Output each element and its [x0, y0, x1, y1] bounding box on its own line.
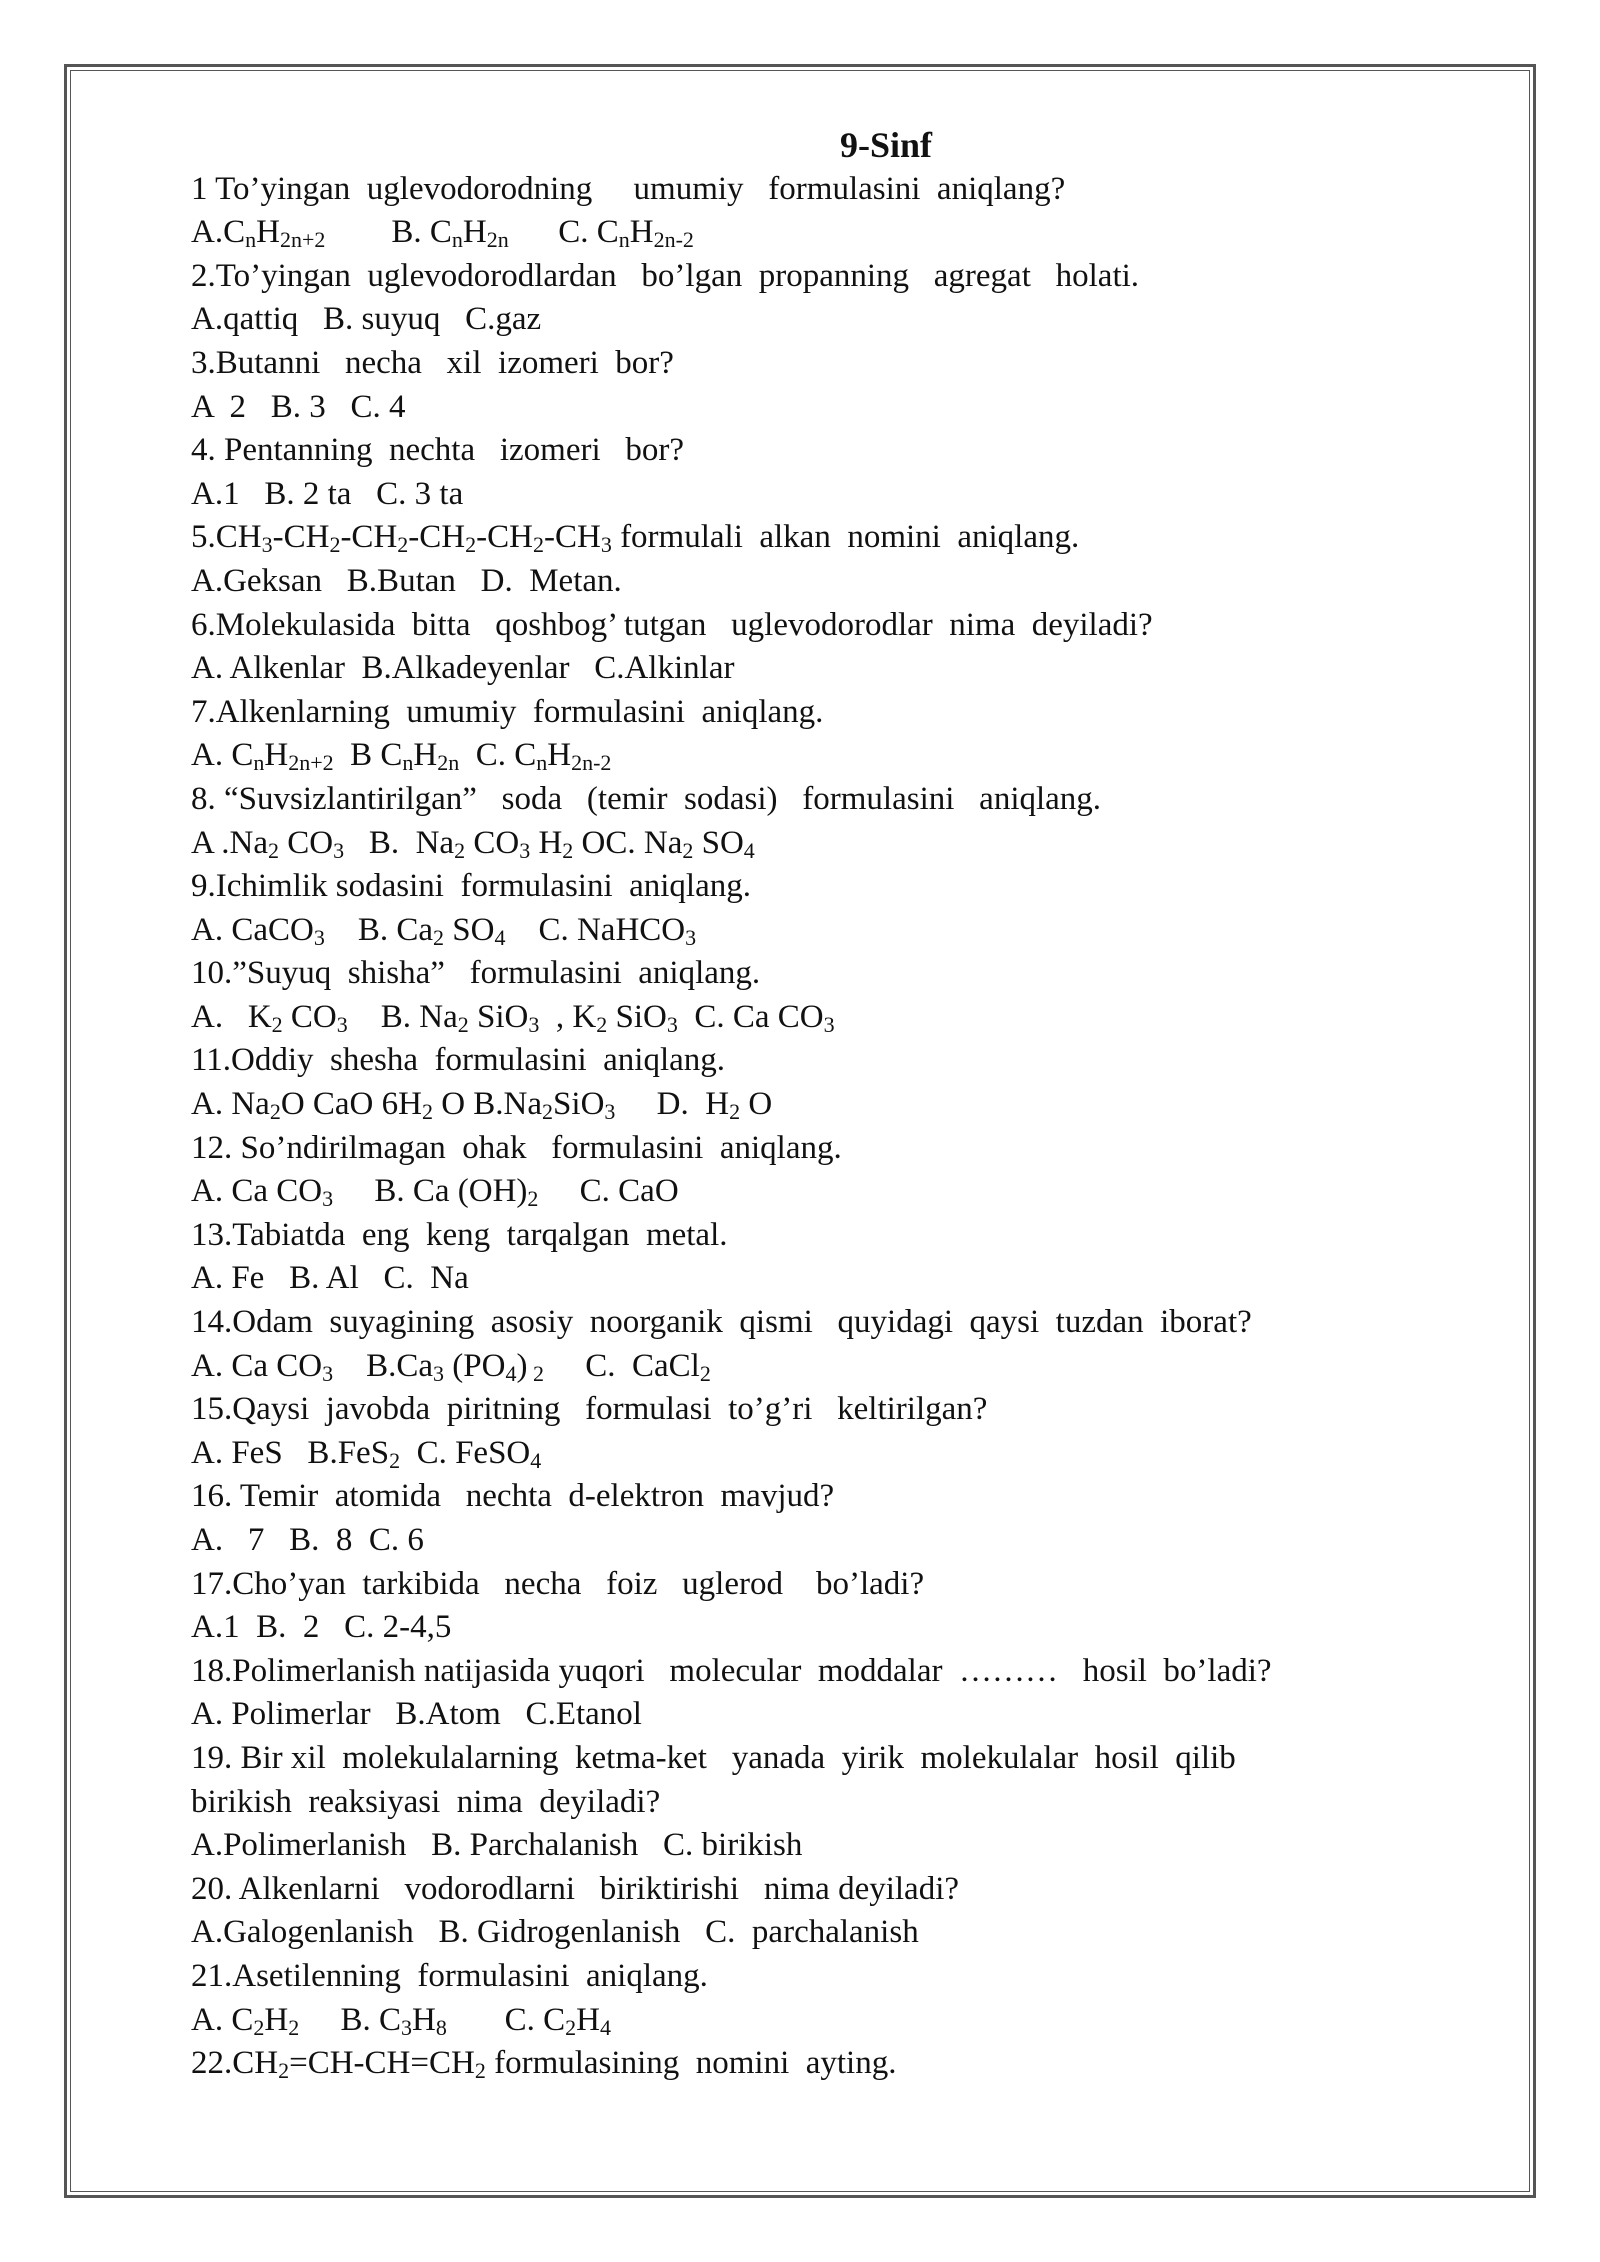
- text-line: $A.C_nH_{2n+2}$ B. $C_nH_{2n}$ C. $C_nH_{2n-2}$: [191, 214, 694, 253]
- text-line: A.Polimerlanish B. Parchalanish C. birikish: [191, 1827, 803, 1864]
- text-line: A. Fe B. Al C. Na: [191, 1260, 469, 1297]
- text-line: 15.Qaysi javobda piritning formulasi to’g’ri keltirilgan?: [191, 1391, 988, 1428]
- text-line: 7.Alkenlarning umumiy formulasini aniqlang.: [191, 693, 824, 730]
- text-line: A 2 B. 3 C. 4: [191, 388, 406, 425]
- text-line: A. Ca $CO_3$ B. Ca $(OH)_2$ C. CaO: [191, 1173, 679, 1212]
- text-line: 18.Polimerlanish natijasida yuqori molecular moddalar ……… hosil bo’ladi?: [191, 1652, 1272, 1689]
- text-line: A. $C_2H_2$ B. $C_3H_8$ C. $C_2H_4$: [191, 2001, 611, 2040]
- text-line: A.Geksan B.Butan D. Metan.: [191, 562, 622, 599]
- text-line: 20. Alkenlarni vodorodlarni biriktirishi nima deyiladi?: [191, 1870, 960, 1907]
- text-line: 3.Butanni necha xil izomeri bor?: [191, 344, 674, 381]
- text-line: 17.Cho’yan tarkibida necha foiz uglerod bo’ladi?: [191, 1565, 925, 1602]
- text-line: 19. Bir xil molekulalarning ketma-ket yanada yirik molekulalar hosil qilib: [191, 1739, 1236, 1776]
- text-line: 10.”Suyuq shisha” formulasini aniqlang.: [191, 955, 761, 992]
- text-line: 6.Molekulasida bitta qoshbog’ tutgan uglevodorodlar nima deyiladi?: [191, 606, 1153, 643]
- text-line: 2.To’yingan uglevodorodlardan bo’lgan propanning agregat holati.: [191, 257, 1140, 294]
- text-line: 8. “Suvsizlantirilgan” soda (temir sodasi) formulasini aniqlang.: [191, 780, 1102, 817]
- text-line: A. Polimerlar B.Atom C.Etanol: [191, 1696, 642, 1733]
- page-title: 9-Sinf: [839, 125, 933, 165]
- text-line: A. $C_nH_{2n+2}$ B $C_nH_{2n}$ C. $C_nH_{2n-2}$: [191, 737, 612, 776]
- text-line: A. $K_2$ $CO_3$ B. $Na_2$ SiO$_3$ , $K_2$ SiO$_3$ C. Ca $CO_3$: [191, 998, 835, 1037]
- text-line: A.1 B. 2 C. 2-4,5: [191, 1609, 452, 1646]
- text-line: 16. Temir atomida nechta d-elektron mavjud?: [191, 1478, 835, 1515]
- text-line: A. $Na_2O$ CaO $6H_2$ O $B.Na_2SiO_3$ D. $H_2$ O: [191, 1086, 773, 1125]
- text-line: 13.Tabiatda eng keng tarqalgan metal.: [191, 1216, 728, 1253]
- text-line: A. CaCO$_3$ B. $Ca_2$ $SO_4$ C. NaHCO$_3$: [191, 911, 697, 950]
- text-line: A.qattiq B. suyuq C.gaz: [191, 301, 542, 338]
- text-line: 1 To’yingan uglevodorodning umumiy formulasini aniqlang?: [191, 170, 1066, 207]
- text-line: A. 7 B. 8 C. 6: [191, 1522, 424, 1558]
- text-line: birikish reaksiyasi nima deyiladi?: [191, 1783, 661, 1820]
- text-line: 9.Ichimlik sodasini formulasini aniqlang.: [191, 868, 752, 905]
- text-line: $22.CH_2=CH-CH=CH_2$ formulasining nomini ayting.: [191, 2045, 897, 2084]
- question-list: [191, 168, 1491, 2086]
- text-line: A. Ca $CO_3$ $B.Ca_3$ $(PO_4)$ $_2$ C. CaCl$_2$: [191, 1347, 711, 1386]
- text-line: A $.Na_2$ $CO_3$ B. $Na_2$ $CO_3$ $H_2$ OC. $Na_2$ $SO_4$: [191, 824, 755, 863]
- text-line: 21.Asetilenning formulasini aniqlang.: [191, 1957, 708, 1994]
- text-line: A.1 B. 2 ta C. 3 ta: [191, 475, 464, 512]
- document-body: [191, 124, 1491, 2086]
- text-line: 11.Oddiy shesha formulasini aniqlang.: [191, 1042, 726, 1079]
- text-line: A. Alkenlar B.Alkadeyenlar C.Alkinlar: [191, 650, 735, 687]
- text-line: $5.CH_3-CH_2-CH_2-CH_2-CH_2-CH_3$ formulali alkan nomini aniqlang.: [191, 519, 1080, 558]
- text-line: 14.Odam suyagining asosiy noorganik qismi quyidagi qaysi tuzdan iborat?: [191, 1304, 1252, 1341]
- text-line: 4. Pentanning nechta izomeri bor?: [191, 432, 685, 469]
- text-line: A. FeS B.FeS$_2$ C. FeSO$_4$: [191, 1434, 542, 1473]
- text-line: 12. So’ndirilmagan ohak formulasini aniqlang.: [191, 1129, 842, 1166]
- text-line: A.Galogenlanish B. Gidrogenlanish C. parchalanish: [191, 1914, 919, 1951]
